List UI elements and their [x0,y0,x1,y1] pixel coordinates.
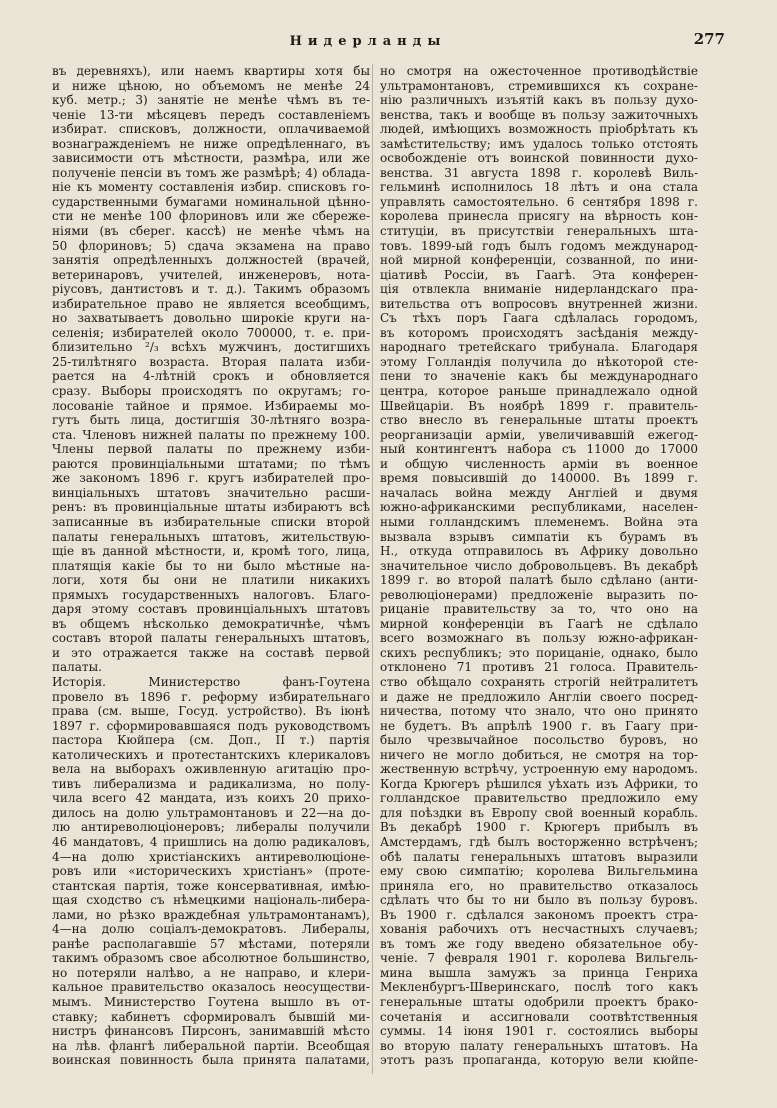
text-line: ство обѣщало сохранять строгій нейтралитетъ [380,674,698,689]
text-line: Амстердамъ, гдѣ былъ восторженно встрѣченъ; [380,834,698,849]
text-line: платящія какіе бы то ни было мѣстные на- [52,558,370,573]
text-line: лю антиреволюціонеровъ; либералы получили [52,820,370,835]
text-line: ченіе. 7 февраля 1901 г. королева Вильгель- [380,951,698,966]
text-line: селенія; избирателей около 700000, т. е. при- [52,325,370,340]
text-line: Съ тѣхъ поръ Гаага сдѣлалась городомъ, [380,311,698,326]
page-number: 277 [693,30,725,48]
text-line: и ниже цѣною, но объемомъ не менѣе 24 [52,78,370,93]
text-line: ституціи, въ присутствіи генеральныхъ шта- [380,224,698,239]
text-line: сти не менѣе 100 флориновъ или же сбереже- [52,209,370,224]
text-line: кальное правительство оказалось неосуществи- [52,980,370,995]
text-line: ной мирной конференціи, созванной, по ини- [380,253,698,268]
text-line: ничества, потому что знало, что оно принято [380,704,698,719]
text-line: куб. метр.; 3) занятіе не менѣе чѣмъ въ те- [52,93,370,108]
text-line: же закономъ 1896 г. кругъ избирателей про- [52,471,370,486]
text-line: занятія опредѣленныхъ должностей (врачей, [52,253,370,268]
text-line: права (см. выше, Госуд. устройство). Въ іюнѣ [52,704,370,719]
text-line: 4—на долю христіанскихъ антиреволюціоне- [52,849,370,864]
text-line: щая сходство съ нѣмецкими національ-либера- [52,893,370,908]
text-line: 1897 г. сформировавшаяся подъ руководствомъ [52,718,370,733]
text-line: всего возможнаго въ пользу южно-африкан- [380,631,698,646]
text-line: мирной конференціи въ Гаагѣ не сдѣлало [380,616,698,631]
text-line: католическихъ и протестантскихъ клерикаловъ [52,747,370,762]
text-line: людей, имѣющихъ возможность пріобрѣтать къ [380,122,698,137]
text-line: составъ второй палаты генеральныхъ штатовъ, [52,631,370,646]
text-line: во вторую палату генеральныхъ штатовъ. На [380,1038,698,1053]
text-line: жественную встрѣчу, устроенную ему народомъ. [380,762,698,777]
text-line: скихъ республикъ; это порицаніе, однако, было [380,645,698,660]
text-line: венства. 31 августа 1898 г. королевѣ Виль- [380,165,698,180]
text-line: 25-тилѣтняго возраста. Вторая палата изби- [52,354,370,369]
text-line: значительное число добровольцевъ. Въ декабрѣ [380,558,698,573]
text-line: но захватываетъ довольно широкіе круги на- [52,311,370,326]
page-title: Нидерланды [289,34,447,49]
text-line: этотъ разъ пропаганда, которую вели кюйпе- [380,1053,698,1068]
text-line: Члены первой палаты по прежнему изби- [52,442,370,457]
text-line: ставку; кабинетъ сформировалъ бывшій ми- [52,1009,370,1024]
text-line: лосованіе тайное и прямое. Избираемы мо- [52,398,370,413]
text-line: время повысившій до 140000. Въ 1899 г. [380,471,698,486]
text-line: тивъ либерализма и радикализма, но полу- [52,776,370,791]
text-line: ровъ или «историческихъ христіанъ» (проте- [52,864,370,879]
text-line: и это отражается также на составѣ первой [52,645,370,660]
text-line: Въ декабрѣ 1900 г. Крюгеръ прибылъ въ [380,820,698,835]
text-line: 1899 г. во второй палатѣ было сдѣлано (анти- [380,573,698,588]
text-line: даря этому составъ провинціальныхъ штатовъ [52,602,370,617]
text-line: нистръ финансовъ Пирсонъ, занимавшій мѣсто [52,1024,370,1039]
text-line: сразу. Выборы происходятъ по округамъ; го- [52,384,370,399]
text-line: гутъ быть лица, достигшія 30-лѣтняго возра- [52,413,370,428]
text-line: южно-африканскими республиками, населен- [380,500,698,515]
text-line: ренъ: въ провинціальные штаты избираютъ всѣ [52,500,370,515]
text-line: вела на выборахъ оживленную агитацію про- [52,762,370,777]
text-line: въ деревняхъ), или наемъ квартиры хотя бы [52,64,370,78]
text-line: въ томъ же году введено обязательное обу- [380,936,698,951]
text-line: товъ. 1899-ый годъ былъ годомъ международ- [380,238,698,253]
text-line: венства, такъ и вообще въ пользу зажиточныхъ [380,107,698,122]
text-line: ста. Членовъ нижней палаты по прежнему 100. [52,427,370,442]
text-line: близительно ²/₃ всѣхъ мужчинъ, достигшихъ [52,340,370,355]
text-line: но потеряли налѣво, а не направо, и клери- [52,965,370,980]
text-line: суммы. 14 іюня 1901 г. состоялись выборы [380,1024,698,1039]
text-line: пастора Кюйпера (см. Доп., II т.) партія [52,733,370,748]
text-line: замѣстительству; имъ удалось только отстоять [380,136,698,151]
text-line: винціальныхъ штатовъ значительно расши- [52,485,370,500]
text-line: отклонено 71 противъ 21 голоса. Правитель- [380,660,698,675]
text-line: приняла его, но правительство отказалось [380,878,698,893]
text-line: ція отвлекла вниманіе нидерландскаго пра- [380,282,698,297]
text-line: Въ 1900 г. сдѣлался закономъ проектъ стра- [380,907,698,922]
text-line: логи, хотя бы они не платили никакихъ [52,573,370,588]
text-line: ченіе 13-ти мѣсяцевъ передъ составленіемъ [52,107,370,122]
text-line: рается на 4-лѣтній срокъ и обновляется [52,369,370,384]
text-line: ный контингентъ набора съ 11000 до 17000 [380,442,698,457]
text-line: ціативѣ Россіи, въ Гаагѣ. Эта конферен- [380,267,698,282]
text-line: началась война между Англіей и двумя [380,485,698,500]
text-line: вительства отъ вопросовъ внутренней жизни. [380,296,698,311]
text-line: пени то значеніе какъ бы международнаго [380,369,698,384]
text-line: сочетанія и ассигновали соотвѣтственныя [380,1009,698,1024]
text-line: 4—на долю соціалъ-демократовъ. Либералы, [52,922,370,937]
left-column [52,64,370,1068]
text-line: 46 мандатовъ, 4 пришлись на долю радикаловъ, [52,834,370,849]
text-line: полученіе пенсіи въ томъ же размѣрѣ; 4) облада- [52,165,370,180]
text-line: для поѣздки въ Европу свой военный корабль. [380,805,698,820]
text-line: реорганизаціи арміи, увеличивавшій ежегод- [380,427,698,442]
text-line: прямыхъ государственныхъ налоговъ. Благо- [52,587,370,602]
text-line: щіе въ данной мѣстности, и, кромѣ того, лица, [52,544,370,559]
text-line: мина вышла замужъ за принца Генриха [380,965,698,980]
text-line: ультрамонтановъ, стремившихся къ сохране- [380,78,698,93]
text-line: освобожденіе отъ воинской повинности духо- [380,151,698,166]
text-line: на лѣв. флангѣ либеральной партіи. Всеобщая [52,1038,370,1053]
text-line: обѣ палаты генеральныхъ штатовъ выразили [380,849,698,864]
text-line: стантская партія, тоже консервативная, имѣю- [52,878,370,893]
text-line: чила всего 42 мандата, изъ коихъ 20 прихо- [52,791,370,806]
text-line: Швейцаріи. Въ ноябрѣ 1899 г. правитель- [380,398,698,413]
text-line: управлять самостоятельно. 6 сентября 1898 г. [380,194,698,209]
text-line: зависимости отъ мѣстности, размѣра, или же [52,151,370,166]
text-line: Мекленбургъ-Шверинскаго, послѣ того какъ [380,980,698,995]
text-line: въ общемъ нѣсколько демократичнѣе, чѣмъ [52,616,370,631]
text-line: такимъ образомъ свое абсолютное большинство, [52,951,370,966]
text-line: и даже не предложило Англіи своего посред- [380,689,698,704]
text-line: Исторія. Министерство фанъ-Гоутена [52,674,370,689]
text-line: голландское правительство предложило ему [380,791,698,806]
text-line: королева принесла присягу на вѣрность кон- [380,209,698,224]
text-line: хованія рабочихъ отъ несчастныхъ случаевъ; [380,922,698,937]
text-line: и общую численность арміи въ военное [380,456,698,471]
text-line: ніями (въ сберег. кассѣ) не менѣе чѣмъ на [52,224,370,239]
text-line: Когда Крюгеръ рѣшился уѣхать изъ Африки, то [380,776,698,791]
text-line: ными голландскимъ племенемъ. Война эта [380,514,698,529]
text-line: рицаніе правительству за то, что оно на [380,602,698,617]
text-line: ство внесло въ генеральные штаты проектъ [380,413,698,428]
text-line: гельминѣ исполнилось 18 лѣтъ и она стала [380,180,698,195]
text-line: нію различныхъ изъятій какъ въ пользу духо- [380,93,698,108]
text-line: не будетъ. Въ апрѣлѣ 1900 г. въ Гаагу при- [380,718,698,733]
right-column [380,64,698,1068]
text-line: вознагражденіемъ не ниже опредѣленнаго, въ [52,136,370,151]
text-line: народнаго третейскаго трибунала. Благодаря [380,340,698,355]
text-line: ріусовъ, дантистовъ и т. д.). Такимъ образомъ [52,282,370,297]
text-line: палаты генеральныхъ штатовъ, жительствую- [52,529,370,544]
text-line: записанные въ избирательные списки второй [52,514,370,529]
text-line: центра, которое раньше принадлежало одной [380,384,698,399]
text-line: лами, но рѣзко враждебная ультрамонтанамъ), [52,907,370,922]
text-line: избирательное право не является всеобщимъ, [52,296,370,311]
text-line: ранѣе располагавшіе 57 мѣстами, потеряли [52,936,370,951]
text-line: этому Голландія получила до нѣкоторой сте- [380,354,698,369]
text-line: раются провинціальными штатами; по тѣмъ [52,456,370,471]
text-line: ніе къ моменту составленія избир. списковъ го- [52,180,370,195]
text-line: палаты. [52,660,102,675]
text-line: избират. списковъ, должности, оплачиваемой [52,122,370,137]
text-line: но смотря на ожесточенное противодѣйствіе [380,64,698,78]
text-line: дилось на долю ультрамонтановъ и 22—на до- [52,805,370,820]
text-line: сударственными бумагами номинальной цѣнно- [52,194,370,209]
running-head [0,28,777,58]
text-line: вызвала взрывъ симпатіи къ бурамъ въ [380,529,698,544]
text-line: Н., откуда отправилось въ Африку довольно [380,544,698,559]
text-line: мымъ. Министерство Гоутена вышло въ от- [52,995,370,1009]
text-line: сдѣлать что бы то ни было въ пользу буровъ. [380,893,698,908]
text-line: революціонерами) предложеніе выразить по- [380,587,698,602]
text-line: было чрезвычайное посольство буровъ, но [380,733,698,748]
text-line: ему свою симпатію; королева Вильгельмина [380,864,698,879]
text-line: провело въ 1896 г. реформу избирательнаго [52,689,370,704]
text-line: генеральные штаты одобрили проектъ брако- [380,995,698,1009]
text-line: воинская повинность была принята палатами, [52,1053,370,1068]
text-line: 50 флориновъ; 5) сдача экзамена на право [52,238,370,253]
text-line: въ которомъ происходятъ засѣданія между- [380,325,698,340]
column-divider [372,64,373,1074]
text-line: ничего не могло добиться, не смотря на тор- [380,747,698,762]
text-line: ветеринаровъ, учителей, инженеровъ, нота- [52,267,370,282]
